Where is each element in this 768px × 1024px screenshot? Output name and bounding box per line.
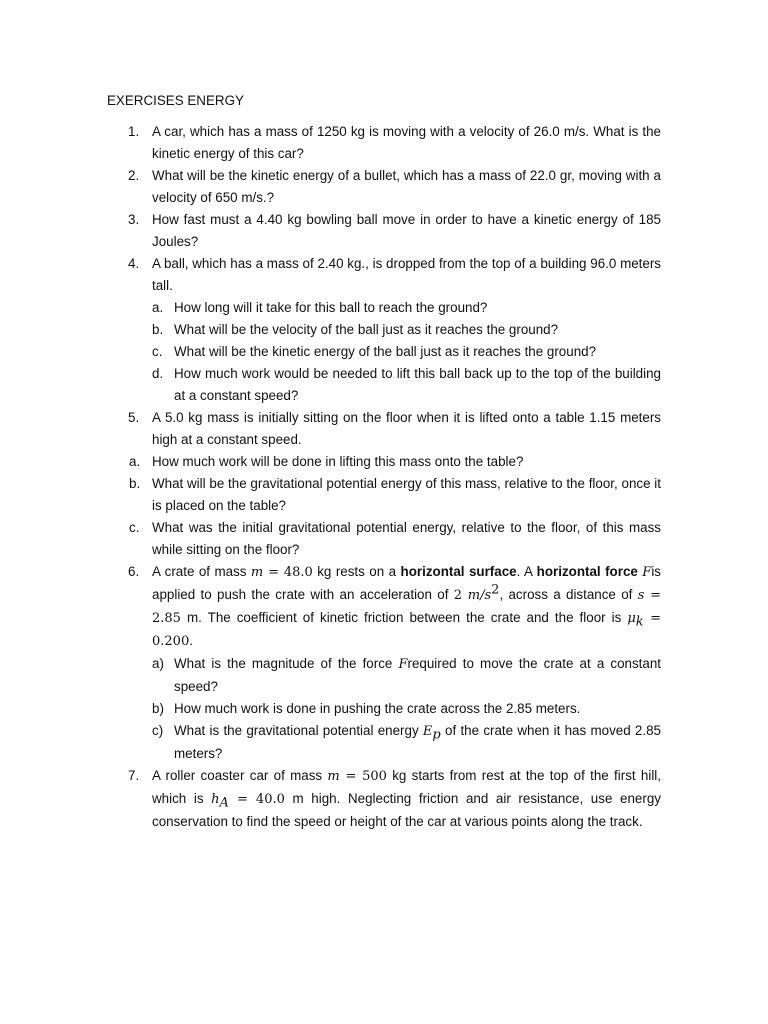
text-run: of the crate when it has moved 2.85 meters? — [174, 723, 661, 761]
math-num: 2 — [453, 588, 468, 603]
text-run: is applied to push the crate with an acceleration of — [152, 564, 661, 602]
sub-marker: d. — [152, 366, 164, 381]
exercise-4c — [0, 341, 661, 363]
exercise-list — [0, 121, 768, 833]
sub-marker: c. — [129, 520, 140, 535]
math-var-m: m — [327, 769, 340, 784]
exercise-5c — [0, 517, 661, 561]
text-run: What is the magnitude of the force — [174, 656, 399, 671]
exercise-4a — [0, 297, 661, 319]
sub-text: What will be the kinetic energy of the ball just as it reaches the ground? — [174, 344, 597, 359]
text-run: What is the gravitational potential energy — [174, 723, 423, 738]
math-var-mu: μ — [627, 611, 636, 626]
exercise-4b — [0, 319, 661, 341]
sub-text: How much work would be needed to lift this ball back up to the top of the building at a constant speed? — [174, 366, 661, 403]
math-eq: = 0.200 — [152, 611, 662, 649]
sub-text: How long will it take for this ball to reach the ground? — [174, 300, 488, 315]
sub-marker: b. — [152, 322, 164, 337]
list-marker: 1. — [128, 124, 140, 139]
text-run: required to move the crate at a constant speed? — [174, 656, 661, 694]
list-marker: 2. — [128, 168, 140, 183]
exercise-5b — [0, 473, 661, 517]
bold-term: horizontal surface — [400, 564, 517, 579]
math-eq: = 500 — [339, 769, 387, 784]
exercise-1 — [0, 121, 661, 165]
exercise-text: How fast must a 4.40 kg bowling ball move in order to have a kinetic energy of 185 Joules? — [152, 212, 661, 249]
exercise-text: A ball, which has a mass of 2.40 kg., is dropped from the top of a building 96.0 meters tall. — [152, 256, 661, 293]
exercise-2 — [0, 165, 661, 209]
list-marker: 7. — [128, 768, 140, 783]
text-run: m. The coefficient of kinetic friction between the crate and the floor is — [180, 610, 628, 625]
math-sub: k — [635, 614, 644, 630]
text-run: kg starts from rest at the top of the first hill, which is — [152, 768, 661, 806]
math-var-E: E — [422, 724, 433, 739]
sub-text: What will be the gravitational potential energy of this mass, relative to the floor, once it is placed on the table? — [152, 476, 661, 513]
exercise-6b — [0, 698, 661, 720]
math-eq: = 2.85 — [152, 588, 662, 626]
exercise-6a — [0, 653, 661, 698]
exercise-text: What will be the kinetic energy of a bullet, which has a mass of 22.0 gr, moving with a velocity of 650 m/s.? — [152, 168, 661, 205]
math-sub: p — [432, 727, 441, 743]
exercise-5a — [0, 451, 661, 473]
math-var-F: F — [642, 565, 652, 580]
exercise-5 — [0, 407, 661, 451]
sub-marker: c. — [152, 344, 163, 359]
exercise-3 — [0, 209, 661, 253]
math-var-s: s — [637, 588, 645, 603]
exercise-text: A 5.0 kg mass is initially sitting on the floor when it is lifted onto a table 1.15 meters high at a constant speed. — [152, 410, 661, 447]
bold-term: horizontal force — [536, 564, 638, 579]
sub-marker: c) — [152, 723, 164, 738]
text-run: kg rests on a — [312, 564, 401, 579]
text-run: . — [189, 633, 193, 648]
exercise-text: A car, which has a mass of 1250 kg is moving with a velocity of 26.0 m/s. What is the kinetic energy of this car? — [152, 124, 661, 161]
text-run: A crate of mass — [152, 564, 251, 579]
list-marker: 3. — [128, 212, 140, 227]
math-exp: 2 — [491, 582, 500, 598]
math-var-F: F — [398, 657, 408, 672]
math-unit: m/s — [467, 588, 492, 603]
sub-text: What was the initial gravitational potential energy, relative to the floor, of this mass while sitting on the floor? — [152, 520, 661, 557]
list-marker: 4. — [128, 256, 140, 271]
text-run: . A — [516, 564, 537, 579]
math-sub: A — [219, 795, 229, 811]
math-var-m: m — [250, 565, 264, 580]
sub-marker: a) — [152, 656, 164, 671]
exercise-4 — [0, 253, 661, 297]
list-marker: 5. — [128, 410, 140, 425]
sub-text: How much work will be done in lifting this mass onto the table? — [152, 454, 524, 469]
list-marker: 6. — [128, 564, 140, 579]
exercise-4d — [0, 363, 661, 407]
sub-marker: a. — [152, 300, 164, 315]
sub-marker: b) — [152, 701, 164, 716]
sub-text: What will be the velocity of the ball just as it reaches the ground? — [174, 322, 559, 337]
sub-text: How much work is done in pushing the crate across the 2.85 meters. — [174, 701, 581, 716]
text-run: , across a distance of — [499, 587, 638, 602]
text-run: A roller coaster car of mass — [152, 768, 328, 783]
text-run: m high. Neglecting friction and air resistance, use energy conservation to find the speed or height of the car at various points along the track. — [152, 791, 661, 829]
math-var-h: h — [211, 792, 220, 807]
math-eq: = 48.0 — [263, 565, 313, 580]
page-title: EXERCISES ENERGY — [107, 93, 244, 108]
exercise-6 — [0, 561, 661, 653]
exercise-7 — [0, 765, 661, 833]
math-eq: = 40.0 — [228, 792, 285, 807]
sub-marker: a. — [129, 454, 141, 469]
sub-marker: b. — [129, 476, 141, 491]
exercise-6c — [0, 720, 661, 765]
